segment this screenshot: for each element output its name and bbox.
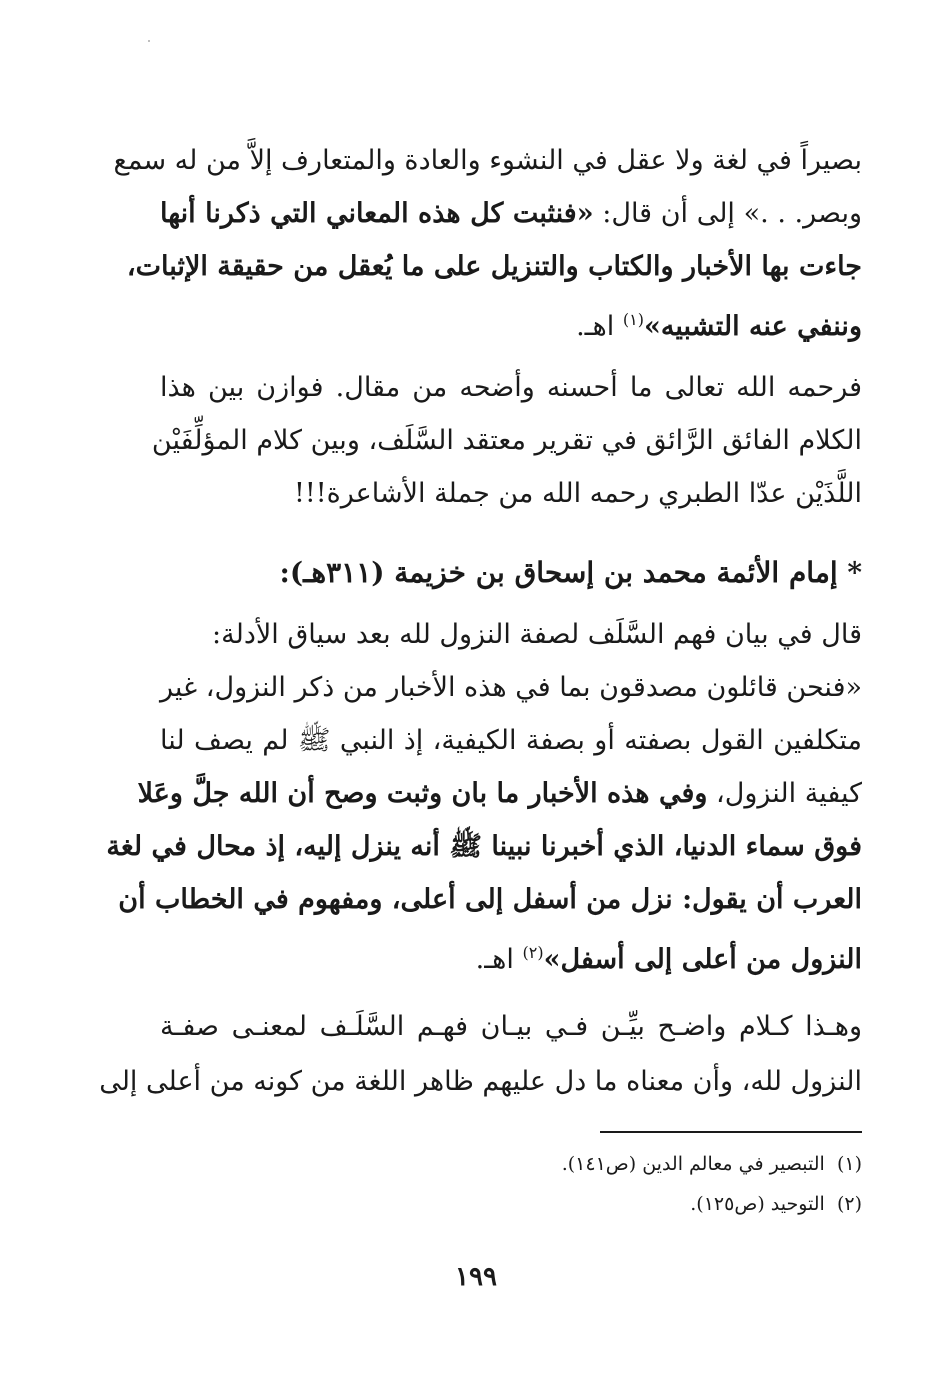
scan-speck <box>148 40 150 42</box>
paragraph2-line1-text: فرحمه الله تعالى ما أحسنه وأضحه من مقال. فوازن بين هذا <box>160 372 862 403</box>
paragraph3-line3-text: متكلفين القول بصفته أو بصفة الكيفية، إذ النبي ﷺ لم يصف لنا <box>160 725 862 756</box>
paragraph1-line3-text: جاءت بها الأخبار والكتاب والتنزيل على ما يُعقل من حقيقة الإثبات، <box>126 251 862 282</box>
paragraph2-line3 <box>160 476 862 512</box>
footnote-1 <box>160 1150 862 1178</box>
paragraph1-line4-end: اهـ. <box>576 311 623 342</box>
paragraph3-line5 <box>106 829 862 865</box>
paragraph2-line1 <box>160 370 862 406</box>
paragraph3-line2-text: «فنحن قائلون مصدقون بما في هذه الأخبار من ذكر النزول، غير <box>160 672 862 703</box>
section-heading-text: * إمام الأئمة محمد بن إسحاق بن خزيمة (٣١١هـ): <box>279 556 862 589</box>
page-number: ١٩٩ <box>455 1262 497 1292</box>
paragraph3-line1-text: قال في بيان فهم السَّلَف لصفة النزول لله بعد سياق الأدلة: <box>212 619 862 650</box>
footnote-1-number: (١) <box>836 1153 862 1175</box>
paragraph1-line4 <box>160 302 862 345</box>
paragraph3-line7-end: اهـ. <box>475 944 523 975</box>
footnote-divider <box>600 1131 862 1133</box>
paragraph1-line2-bold: «فنثبت كل هذه المعاني التي ذكرنا أنها <box>160 198 594 229</box>
paragraph1-line4-bold: وننفي عنه التشبيه» <box>643 311 862 342</box>
paragraph1-line1-text: بصيراً في لغة ولا عقل في النشوء والعادة والمتعارف إلاَّ من له سمع <box>113 145 862 176</box>
paragraph3-line5-text: فوق سماء الدنيا، الذي أخبرنا نبينا ﷺ أنه ينزل إليه، إذ محال في لغة <box>106 831 862 862</box>
paragraph3-line6-text: العرب أن يقول: نزل من أسفل إلى أعلى، ومفهوم في الخطاب أن <box>118 884 862 915</box>
paragraph1-line3 <box>126 249 862 285</box>
paragraph3-line3 <box>160 723 862 759</box>
paragraph4-line1 <box>160 1009 862 1045</box>
paragraph4-line1-text: وهـذا كـلام واضـح بيِّـن فـي بيـان فهـم السَّلَـف لمعنـى صفـة <box>160 1011 862 1042</box>
section-heading <box>160 553 862 593</box>
footnote-ref-1[interactable]: (١) <box>622 310 644 329</box>
paragraph1-line1 <box>113 143 862 179</box>
footnote-2 <box>160 1190 862 1218</box>
paragraph1-line2 <box>160 196 862 232</box>
paragraph3-line4 <box>137 776 862 812</box>
paragraph3-line6 <box>118 882 862 918</box>
footnote-2-number: (٢) <box>836 1193 862 1215</box>
paragraph3-line7-bold: النزول من أعلى إلى أسفل» <box>543 944 862 975</box>
paragraph4-line2-text: النزول لله، وأن معناه ما دل عليهم ظاهر اللغة من كونه من أعلى إلى <box>99 1066 862 1097</box>
paragraph3-line2 <box>160 670 862 706</box>
paragraph2-line2 <box>151 423 862 459</box>
footnote-2-text: التوحيد (ص١٢٥). <box>690 1193 825 1215</box>
paragraph2-line2-text: الكلام الفائق الرَّائق في تقرير معتقد السَّلَف، وبين كلام المؤلِّفَيْن <box>151 425 862 456</box>
paragraph3-line1 <box>160 617 862 653</box>
footnote-ref-2[interactable]: (٢) <box>522 943 544 962</box>
paragraph3-line4-plain: كيفية النزول، <box>707 778 862 809</box>
paragraph3-line7 <box>160 935 862 978</box>
paragraph3-line4-bold: وفي هذه الأخبار ما بان وثبت وصح أن الله جلَّ وعَلا <box>137 778 708 809</box>
footnote-1-text: التبصير في معالم الدين (ص١٤١). <box>561 1153 825 1175</box>
paragraph1-line2-plain: وبصر. . .» إلى أن قال: <box>593 198 862 229</box>
paragraph4-line2 <box>99 1064 862 1100</box>
paragraph2-line3-text: اللَّذَيْن عدّا الطبري رحمه الله من جملة الأشاعرة!!! <box>294 478 862 509</box>
